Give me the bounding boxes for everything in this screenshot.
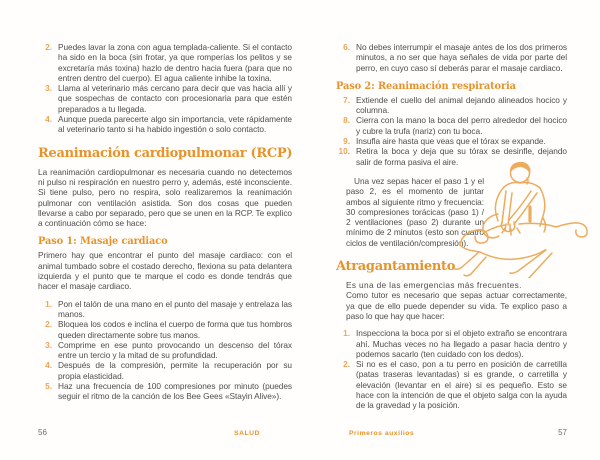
dog-tail xyxy=(556,223,587,237)
item-text: Insufla aire hasta que veas que el tórax se expande. xyxy=(356,136,546,147)
item-text: Llama al veterinario más cercano para decir que vas hacia allí y que sospechas de contacto con procesionaria para que estén preparados a tu llegada. xyxy=(58,83,292,114)
step1-heading: Paso 1: Masaje cardiaco xyxy=(38,236,168,248)
rcp-intro-paragraph: La reanimación cardiopulmonar es necesaria cuando no detectemos ni pulso ni respiración en nuestro perro y, además, esté inconsciente. Si tiene pulso, pero no respira, solo realizaremos la reanimación pulmonar con ventilación asistida. Son dos cosas que pueden llevarse a cabo por separado, pero que se unen en la RCP. Te explico a continuación cómo se hace: xyxy=(38,166,292,229)
item-text: Comprime en ese punto provocando un descenso del tórax entre un tercio y la mitad de su profundidad. xyxy=(58,339,292,361)
item-number: 3. xyxy=(45,339,52,350)
page-number: 56 xyxy=(38,428,47,437)
dog-back-rear xyxy=(519,223,556,227)
item-text: Aunque pueda parecerte algo sin importancia, vete rápidamente al veterinario tanto si ha habido ingestión o solo contacto. xyxy=(58,114,292,135)
item-text: Retira la boca y deja que su tórax se desinfle, dejando salir de forma pasiva el aire. xyxy=(356,146,567,167)
running-title: Primeros auxilios xyxy=(349,430,415,437)
item-number: 8. xyxy=(343,115,350,126)
list-item xyxy=(38,381,292,402)
item-number: 4. xyxy=(45,360,52,371)
dog-figure xyxy=(455,223,587,278)
person-shoulders xyxy=(504,182,540,188)
cpr-illustration xyxy=(485,160,593,246)
person-left-arm xyxy=(502,191,506,223)
step1-intro-paragraph: Primero hay que encontrar el punto del masaje cardiaco: con el animal tumbado sobre el costado derecho, flexiona su pata delantera izquierda y el punto que te marque el codo es donde tendrás que hacer el masaje cardiaco. xyxy=(38,250,292,292)
list-item xyxy=(38,340,292,361)
dog-front-leg-2 xyxy=(464,257,486,276)
dog-hind-leg-1 xyxy=(510,250,546,273)
item-number: 9. xyxy=(343,136,350,147)
item-text: Cierra con la mano la boca del perro alrededor del hocico y cubre la trufa (nariz) con tu boca. xyxy=(356,115,567,136)
right-page-footer xyxy=(336,428,567,437)
section-heading-rcp: Reanimación cardiopulmonar (RCP) xyxy=(38,145,293,161)
section-heading-choking: Atragantamiento xyxy=(336,259,456,275)
item-number: 4. xyxy=(45,114,52,125)
item-number: 2. xyxy=(45,319,52,330)
item-number: 1. xyxy=(45,298,52,309)
list-item xyxy=(336,328,567,359)
item-text: Pon el talón de una mano en el punto del masaje y entrelaza las manos. xyxy=(58,298,292,319)
item-number: 5. xyxy=(45,381,52,392)
item-number: 2. xyxy=(343,359,350,370)
choking-intro-line1: Es una de las emergencias más frecuentes. xyxy=(346,280,522,291)
item-text: Haz una frecuencia de 100 compresiones por minuto (puedes seguir el ritmo de la canción de los Bee Gees «Stayin Alive»). xyxy=(58,381,292,402)
dog-front-leg-1 xyxy=(455,252,479,269)
list-item xyxy=(336,95,567,116)
list-item xyxy=(38,114,292,135)
list-item xyxy=(38,360,292,381)
list-item xyxy=(336,359,567,410)
list-item xyxy=(336,42,567,73)
page-left xyxy=(38,42,292,460)
running-title: SALUD xyxy=(234,430,260,437)
list-item xyxy=(38,319,292,340)
item-text: Bloquea los codos e inclina el cuerpo de forma que tus hombros queden directamente sobre tus manos. xyxy=(58,319,292,340)
list-item xyxy=(336,115,567,136)
cpr-ratio-section xyxy=(336,176,567,248)
step2-heading: Paso 2: Reanimación respiratoria xyxy=(336,80,516,92)
item-number: 6. xyxy=(343,42,350,52)
item-text: No debes interrumpir el masaje antes de los dos primeros minutos, a no ser que haya señales de vida por parte del perro, en cuyo caso sí deberás parar el masaje cardiaco. xyxy=(356,42,567,73)
dog-muzzle xyxy=(460,245,480,252)
page-right xyxy=(336,42,567,460)
list-item xyxy=(336,136,567,146)
item-number: 1. xyxy=(343,328,350,339)
list-item xyxy=(38,299,292,320)
list-item xyxy=(38,42,292,83)
item-number: 7. xyxy=(343,94,350,105)
choking-intro-line2: Como tutor es necesario que sepas actuar correctamente, ya que de ello puede depender su vida. Te explico paso a paso lo que hay que hacer: xyxy=(346,290,567,321)
list-item xyxy=(38,83,292,114)
item-text: Puedes lavar la zona con agua templada-caliente. Si el contacto ha sido en la boca (sin frotar, ya que romperías los pelitos y se excretaría más toxina) hazlo de dentro hacia fuera (para que no entren dentro del cuerpo). El agua caliente inhibe la toxina. xyxy=(58,42,292,83)
person-right-arm xyxy=(514,193,537,224)
person-figure xyxy=(483,162,545,238)
item-text: Después de la compresión, permite la recuperación por su propia elasticidad. xyxy=(58,360,292,381)
left-page-footer xyxy=(38,428,292,437)
item-number: 3. xyxy=(45,83,52,94)
item-number: 10. xyxy=(338,146,350,157)
item-text: Si no es el caso, pon a tu perro en posición de carretilla (patas traseras levantadas) si es grande, o carretilla y elevación (levantar en el aire) si es pequeño. Esto se hace con la intención de que el objeto salga con la ayuda de la gravedad y la posición. xyxy=(356,359,567,411)
item-number: 2. xyxy=(45,42,52,52)
item-text: Extiende el cuello del animal dejando alineados hocico y columna. xyxy=(356,94,567,116)
item-text: Inspecciona la boca por si el objeto extraño se encontrara ahí. Muchas veces no ha llegado a pasar hacia dentro y podemos sacarlo (ten cuidado con los dedos). xyxy=(356,328,567,359)
page-number: 57 xyxy=(558,428,567,437)
cpr-ratio-paragraph: Una vez sepas hacer el paso 1 y el paso 2, es el momento de juntar ambos al siguiente ritmo y frecuencia: 30 compresiones torácicas (paso 1) / 2 ventilaciones (paso 2) durante un mínimo de 2 minutos (esto son cuatro ciclos de ventilación/compresión). xyxy=(346,175,484,248)
